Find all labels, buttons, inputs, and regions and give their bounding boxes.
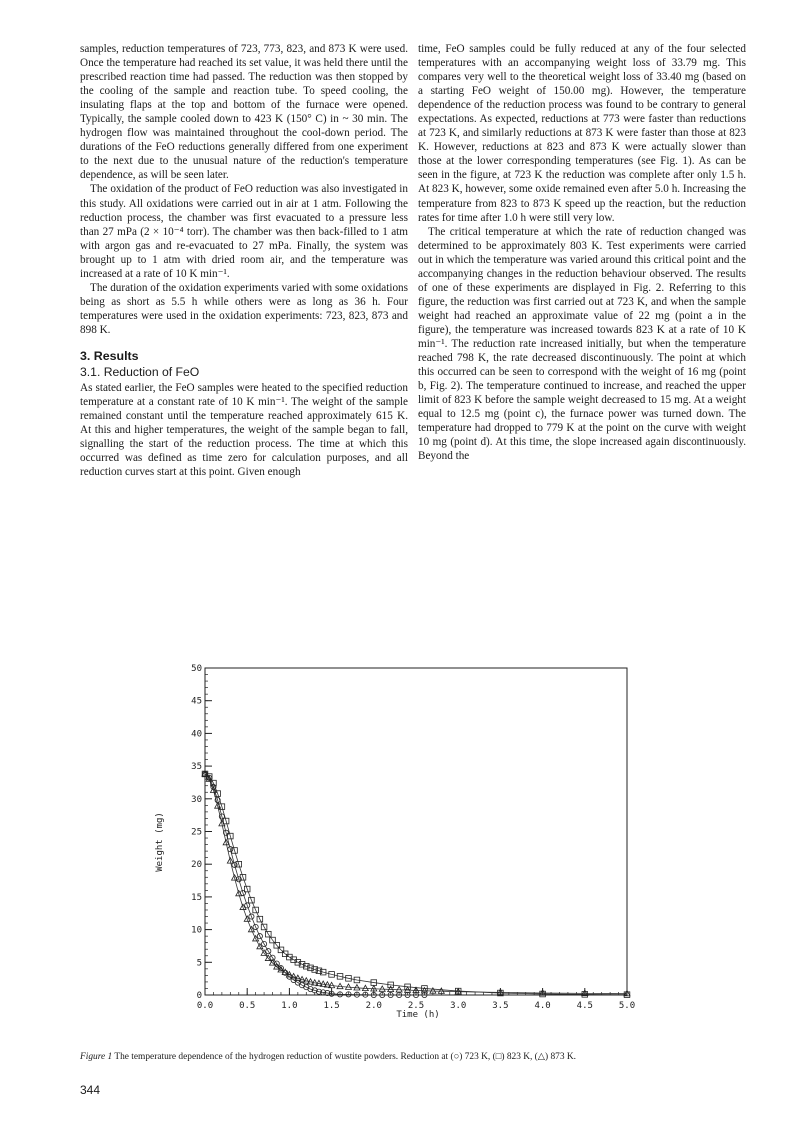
section-heading: 3. Results bbox=[80, 348, 139, 363]
y-tick-label: 0 bbox=[196, 991, 202, 1001]
figure-caption-label: Figure 1 bbox=[80, 1052, 113, 1062]
y-tick-label: 50 bbox=[191, 664, 202, 674]
x-tick-label: 2.5 bbox=[407, 1001, 425, 1011]
x-tick-label: 1.0 bbox=[281, 1001, 298, 1011]
paragraph: The duration of the oxidation experiments varied with some oxidations being as short as 5.5 h while others were as long as 36 h. Four temperatures were used in the oxidation experiments: 723, 823, 873 and 898 K. bbox=[80, 281, 408, 336]
triangle-marker bbox=[379, 986, 385, 991]
paragraph: The oxidation of the product of FeO reduction was also investigated in this study. All oxidations were carried out in air at 1 atm. Following the reduction process, the chamber was first evacuated to a pressure less than 27 mPa (2 × 10⁻⁴ torr). The chamber was then back-filled to 1 atm with argon gas and re-evacuated to 27 mPa. Finally, the system was brought up to 1 atm with dried room air, and the temperature was increased at a rate of 10 K min⁻¹. bbox=[80, 183, 408, 280]
series-line-square bbox=[205, 774, 627, 995]
y-axis-label: Weight (mg) bbox=[155, 812, 165, 872]
x-tick-label: 3.5 bbox=[492, 1001, 509, 1011]
y-tick-label: 30 bbox=[191, 794, 202, 805]
y-tick-label: 15 bbox=[191, 892, 202, 903]
plot-frame bbox=[205, 668, 627, 995]
x-tick-label: 1.5 bbox=[323, 1001, 340, 1011]
figure-caption bbox=[80, 1051, 740, 1063]
triangle-marker bbox=[291, 973, 297, 978]
y-tick-label: 10 bbox=[191, 925, 202, 936]
left-column bbox=[80, 42, 408, 479]
paragraph: As stated earlier, the FeO samples were heated to the specified reduction temperature at a constant rate of 10 K min⁻¹. The weight of the sample remained constant until the temperature reached approximately 615 K. At this and higher temperatures, the weight of the sample began to fall, signalling the start of the reduction process. The time at which this occurred was defined as time zero for calculation purposes, and all reduction curves start at this point. Given enough bbox=[80, 381, 408, 479]
y-tick-label: 20 bbox=[191, 860, 202, 871]
triangle-marker bbox=[396, 987, 402, 992]
x-tick-label: 0.5 bbox=[239, 1001, 256, 1011]
y-tick-label: 25 bbox=[191, 827, 202, 838]
subsection-heading: 3.1. Reduction of FeO bbox=[80, 364, 200, 379]
x-tick-label: 4.0 bbox=[534, 1001, 551, 1011]
x-tick-label: 0.0 bbox=[196, 1001, 214, 1011]
x-tick-label: 2.0 bbox=[365, 1001, 382, 1011]
x-tick-label: 3.0 bbox=[450, 1001, 467, 1011]
triangle-marker bbox=[388, 986, 394, 991]
x-tick-label: 4.5 bbox=[576, 1001, 593, 1011]
figure-caption-text: The temperature dependence of the hydrogen reduction of wustite powders. Reduction at (○) 723 K, (□) 823 K, (△) 873 K. bbox=[112, 1052, 577, 1062]
right-column bbox=[418, 42, 746, 463]
y-tick-label: 35 bbox=[191, 762, 202, 773]
x-axis-label: Time (h) bbox=[396, 1010, 440, 1020]
paragraph: The critical temperature at which the rate of reduction changed was determined to be approximately 803 K. Test experiments were carried out in which the temperature was varied around this critical point and the accompanying changes in the reduction behaviour observed. The results of one of these experiments are displayed in Fig. 2. Referring to this figure, the reduction was first carried out at 723 K, and when the sample weight had reached an approximate value of 22 mg (point a in the figure), the temperature was increased towards 823 K at a rate of 10 K min⁻¹. The reduction rate increased initially, but when the temperature reached 798 K, the rate decreased discontinuously. The point at which this occurred can be seen to correspond with the weight of 16 mg (point b, Fig. 2). The temperature continued to increase, and reached the upper limit of 823 K before the sample weight decreased to 15 mg. At a weight equal to 12.5 mg (point c), the furnace power was turned down. The temperature had dropped to 779 K at the point on the curve with weight 10 mg (point d). At this time, the slope increased again discontinuously. Beyond the bbox=[418, 225, 746, 463]
x-tick-label: 5.0 bbox=[618, 1001, 636, 1011]
page-number: 344 bbox=[80, 1083, 101, 1097]
y-tick-label: 45 bbox=[191, 696, 202, 707]
reduction-chart bbox=[140, 660, 660, 1030]
y-tick-label: 5 bbox=[196, 958, 202, 969]
y-tick-label: 40 bbox=[191, 729, 202, 740]
paragraph: samples, reduction temperatures of 723, 773, 823, and 873 K were used. Once the temperature had reached its set value, it was held there until the prescribed reaction time had passed. The reduction was then stopped by the cooling of the sample and reaction tube. To speed cooling, the insulating flaps at the top and bottom of the furnace were opened. Typically, the sample cooled down to 423 K (150° C) in ~ 30 min. The hydrogen flow was maintained throughout the cool-down period. The durations of the FeO reductions generally differed from one experiment to the next due to the unusual nature of the reduction's temperature dependence, as will be seen later. bbox=[80, 43, 408, 182]
series-line-circle bbox=[205, 774, 424, 995]
paragraph: time, FeO samples could be fully reduced at any of the four selected temperatures with an accompanying weight loss of 33.79 mg. This compares very well to the theoretical weight loss of 33.40 mg (based on a starting FeO weight of 150.00 mg). However, the temperature dependence of the reduction process was found to be contrary to general expectations. As expected, reductions at 773 were faster than reductions at 723 K, and similarly reductions at 873 K were faster than those at 823 K. However, reductions at 823 and 873 K were actually slower than those at the lower corresponding temperatures (see Fig. 1). As can be seen in the figure, at 723 K the reduction was complete after only 1.5 h. At 823 K, however, some oxide remained even after 5.0 h. Increasing the temperature from 823 to 873 K speed up the reaction, but the reduction rates for time after 1.0 h were still very low. bbox=[418, 43, 746, 224]
